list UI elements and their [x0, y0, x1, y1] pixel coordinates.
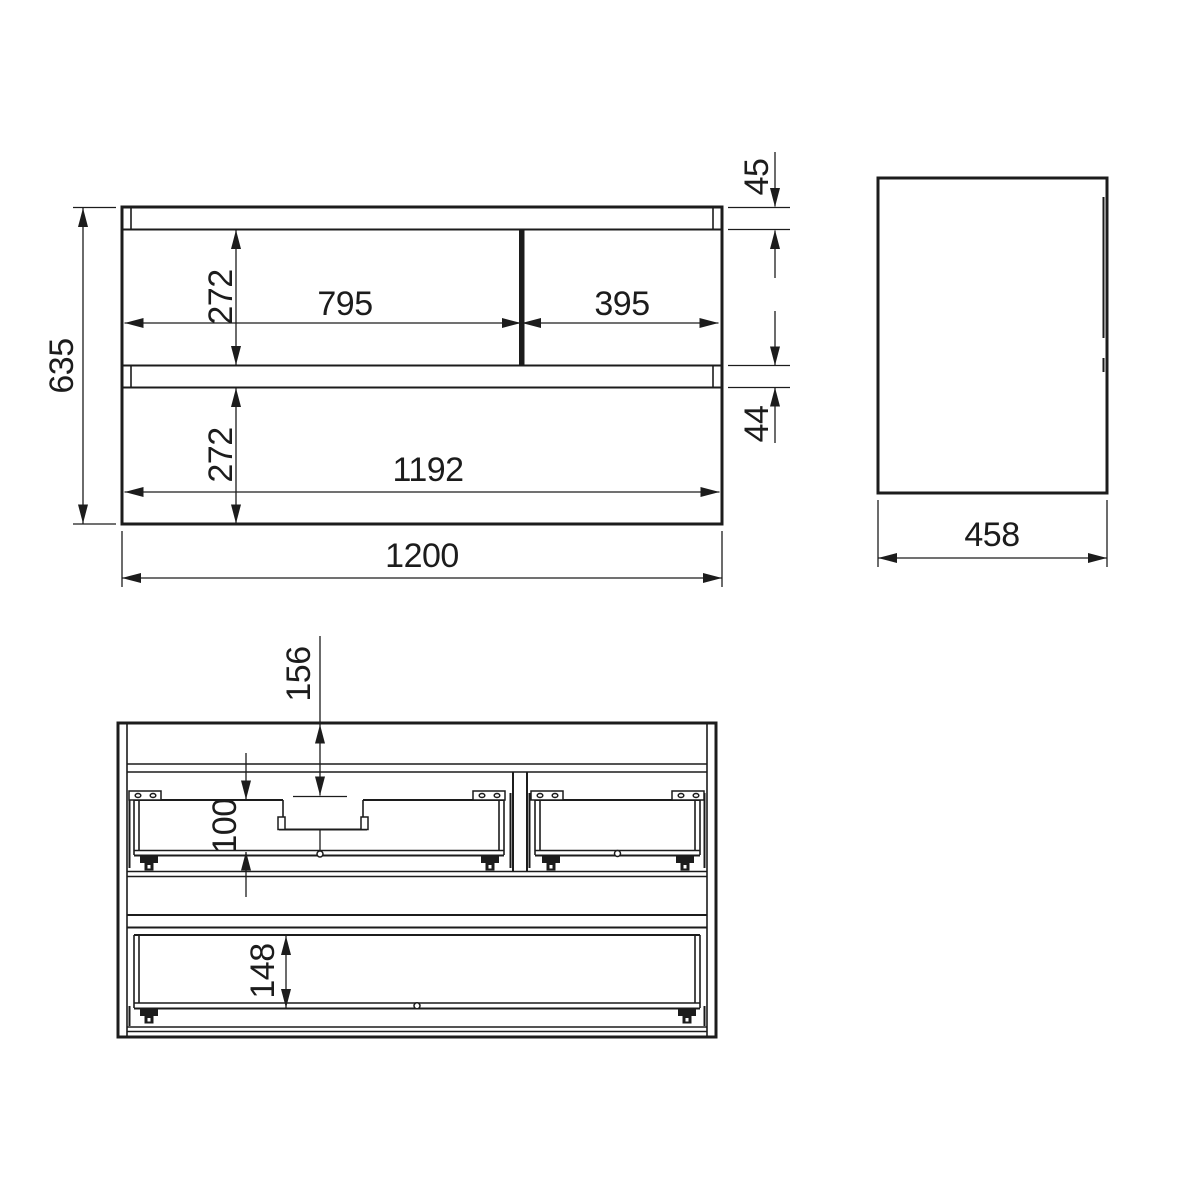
- arrow-left-icon: [125, 487, 144, 497]
- section-dimensions: [206, 636, 347, 1008]
- arrow-down-icon: [78, 505, 88, 524]
- arrow-down-icon: [241, 781, 251, 800]
- dim-label-right-opening-width: 395: [594, 285, 650, 323]
- side-view: [878, 178, 1107, 567]
- section-view: [118, 636, 716, 1037]
- section-outline: [118, 723, 716, 1037]
- upper-divider-panel: [519, 230, 525, 366]
- dim-label-left-opening-width: 795: [317, 285, 373, 323]
- screw-hole-icon: [414, 1003, 420, 1009]
- castor-wheel-icon: [481, 856, 499, 871]
- arrow-up-icon: [315, 725, 325, 744]
- arrow-left-icon: [522, 318, 541, 328]
- castor-wheel-icon: [678, 1009, 696, 1024]
- dim-label-lower-opening-height: 272: [202, 427, 240, 483]
- slide-bracket-icon: [672, 791, 704, 800]
- arrow-right-icon: [700, 318, 719, 328]
- castor-wheel-icon: [140, 1009, 158, 1024]
- drawer-lower: [134, 935, 700, 1024]
- dim-label-depth: 458: [964, 516, 1020, 554]
- drawer-upper-right: [531, 791, 704, 871]
- castor-wheel-icon: [140, 856, 158, 871]
- dim-label-inner-width: 1192: [392, 451, 464, 489]
- dim-label-overall-height: 635: [43, 338, 81, 394]
- arrow-down-icon: [231, 346, 241, 365]
- slide-bracket-icon: [473, 791, 505, 800]
- arrow-down-icon: [231, 505, 241, 524]
- arrow-down-icon: [281, 989, 291, 1008]
- arrow-up-icon: [281, 936, 291, 955]
- castor-wheel-icon: [542, 856, 560, 871]
- recess-flange: [361, 817, 368, 830]
- arrow-down-icon: [315, 777, 325, 796]
- arrow-left-icon: [125, 318, 144, 328]
- arrow-right-icon: [502, 318, 521, 328]
- recess-flange: [278, 817, 285, 830]
- arrow-left-icon: [122, 573, 141, 583]
- dim-label-mid-rail-height: 44: [738, 405, 776, 443]
- arrow-down-icon: [770, 347, 780, 366]
- dim-label-recess-depth: 156: [280, 646, 318, 702]
- arrow-right-icon: [703, 573, 722, 583]
- arrow-left-icon: [878, 553, 897, 563]
- arrow-up-icon: [231, 230, 241, 249]
- dim-label-top-rail-height: 45: [738, 158, 776, 196]
- screw-hole-icon: [615, 851, 621, 857]
- arrow-right-icon: [701, 487, 720, 497]
- dim-label-upper-opening-height: 272: [202, 269, 240, 325]
- arrow-up-icon: [78, 208, 88, 227]
- slide-bracket-icon: [129, 791, 161, 800]
- dim-label-overall-width: 1200: [385, 537, 459, 575]
- arrow-right-icon: [1088, 553, 1107, 563]
- slide-bracket-icon: [531, 791, 563, 800]
- arrow-up-icon: [231, 388, 241, 407]
- front-view: [43, 152, 790, 587]
- front-dimensions: [43, 152, 790, 587]
- side-dimensions: [878, 500, 1107, 567]
- drain-hole-icon: [317, 851, 323, 857]
- section-carcass: [118, 723, 716, 1037]
- drawer-upper-left: [129, 791, 505, 871]
- dim-label-upper-drawer-height: 100: [206, 798, 244, 854]
- castor-wheel-icon: [676, 856, 694, 871]
- arrow-up-icon: [770, 230, 780, 249]
- dim-label-lower-drawer-height: 148: [244, 943, 282, 999]
- side-outline: [878, 178, 1107, 493]
- arrow-up-icon: [770, 388, 780, 407]
